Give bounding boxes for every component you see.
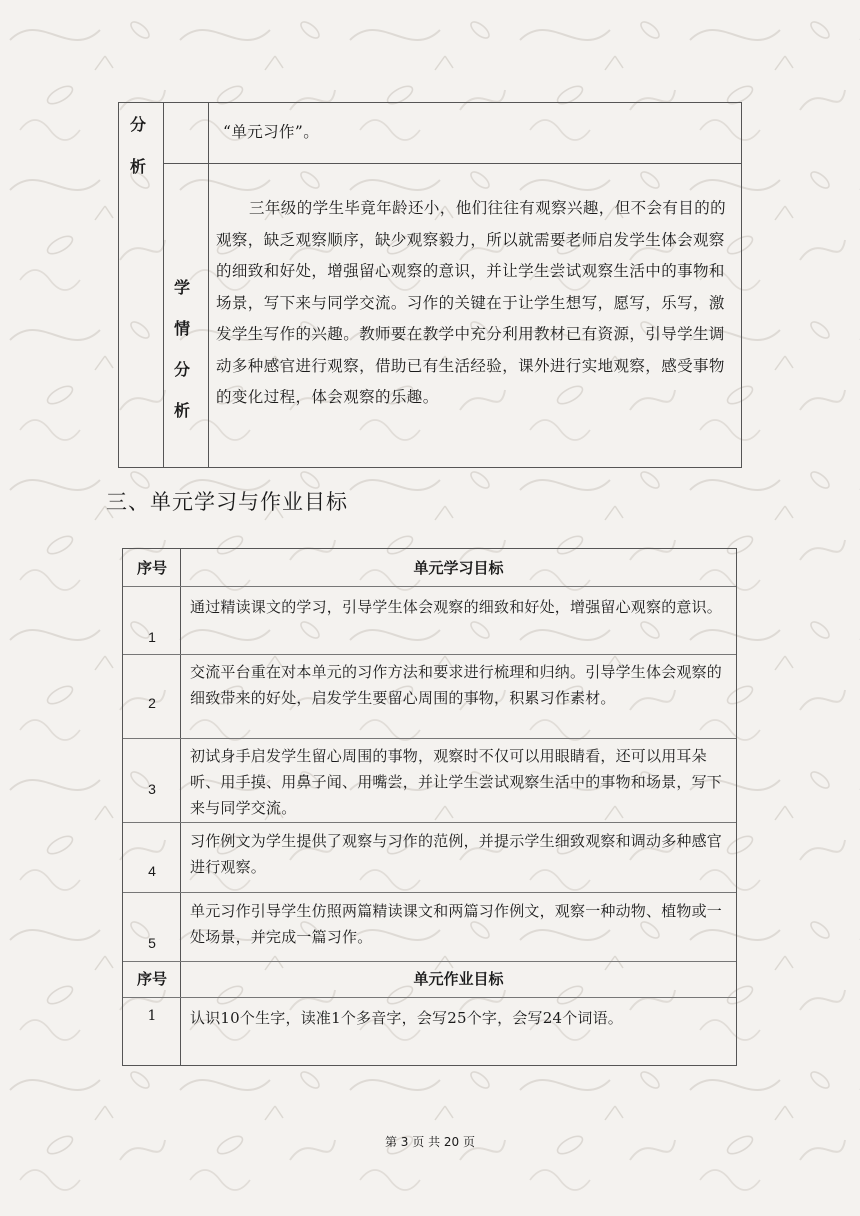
outer-label-char: 分 xyxy=(130,115,147,134)
header-homework-goals: 单元作业目标 xyxy=(413,970,504,988)
table-divider xyxy=(163,103,164,467)
table-header-row xyxy=(123,549,736,586)
row-number: 2 xyxy=(148,695,156,711)
table-row xyxy=(123,654,736,739)
footer-page-number: 3 xyxy=(400,1135,409,1149)
row-number: 3 xyxy=(148,781,156,797)
row-text: 习作例文为学生提供了观察与习作的范例，并提示学生细致观察和调动多种感官进行观察。 xyxy=(190,832,723,876)
table-divider xyxy=(208,103,209,467)
row2-label-char: 学 xyxy=(174,278,191,297)
analysis-table xyxy=(118,102,742,468)
table-row xyxy=(123,997,736,1066)
header-learning-goals: 单元学习目标 xyxy=(413,559,504,577)
footer-prefix: 第 xyxy=(384,1135,397,1149)
outer-label-char: 析 xyxy=(130,157,147,176)
page-footer xyxy=(0,1133,860,1150)
row-text: 初试身手启发学生留心周围的事物，观察时不仅可以用眼睛看，还可以用耳朵听、用手摸、用鼻子闻、用嘴尝，并让学生尝试观察生活中的事物和场景，写下来与同学交流。 xyxy=(190,747,723,817)
table-row xyxy=(123,822,736,893)
header-num: 序号 xyxy=(136,970,167,988)
row-number: 5 xyxy=(148,935,156,951)
row-text: 认识10个生字，读准1个多音字，会写25个字，会写24个词语。 xyxy=(190,1009,624,1027)
table-cell xyxy=(123,823,181,893)
row2-label-char: 分 xyxy=(174,360,191,379)
row-text: 单元习作引导学生仿照两篇精读课文和两篇习作例文，观察一种动物、植物或一处场景，并完成一篇习作。 xyxy=(190,902,723,946)
row-text: 通过精读课文的学习，引导学生体会观察的细致和好处，增强留心观察的意识。 xyxy=(190,598,723,616)
student-analysis-text: 三年级的学生毕竟年龄还小，他们往往有观察兴趣，但不会有目的的观察，缺乏观察顺序，缺少观察毅力，所以就需要老师启发学生体会观察的细致和好处，增强留心观察的意识，并让学生尝试观察生活中的事物和场景，写下来与同学交流。习作的关键在于让学生想写，愿写，乐写，激发学生写作的兴趣。教师要在教学中充分利用教材已有资源，引导学生调动多种感官进行观察，借助已有生活经验，课外进行实地观察，感受事物的变化过程，体会观察的乐趣。 xyxy=(216,199,727,406)
section-title: 三、单元学习与作业目标 xyxy=(106,490,348,514)
row-number: 1 xyxy=(147,1008,157,1024)
footer-suffix: 页 xyxy=(463,1135,476,1149)
footer-total-pages: 20 xyxy=(443,1135,460,1149)
footer-mid: 页 共 xyxy=(412,1135,441,1149)
table-row xyxy=(123,892,736,962)
row2-label-char: 析 xyxy=(174,401,191,420)
table-divider xyxy=(163,163,741,164)
table-cell xyxy=(123,893,181,962)
goals-table xyxy=(122,548,737,1066)
table-header-row xyxy=(123,961,736,998)
header-num: 序号 xyxy=(136,559,167,577)
row1-text: “单元习作”。 xyxy=(223,123,320,141)
row-number: 4 xyxy=(148,863,156,879)
row-text: 交流平台重在对本单元的习作方法和要求进行梳理和归纳。引导学生体会观察的细致带来的好处，启发学生要留心周围的事物，积累习作素材。 xyxy=(190,663,723,707)
row-number: 1 xyxy=(148,629,156,645)
table-row xyxy=(123,738,736,823)
row2-label-char: 情 xyxy=(174,319,191,338)
table-row xyxy=(123,586,736,655)
